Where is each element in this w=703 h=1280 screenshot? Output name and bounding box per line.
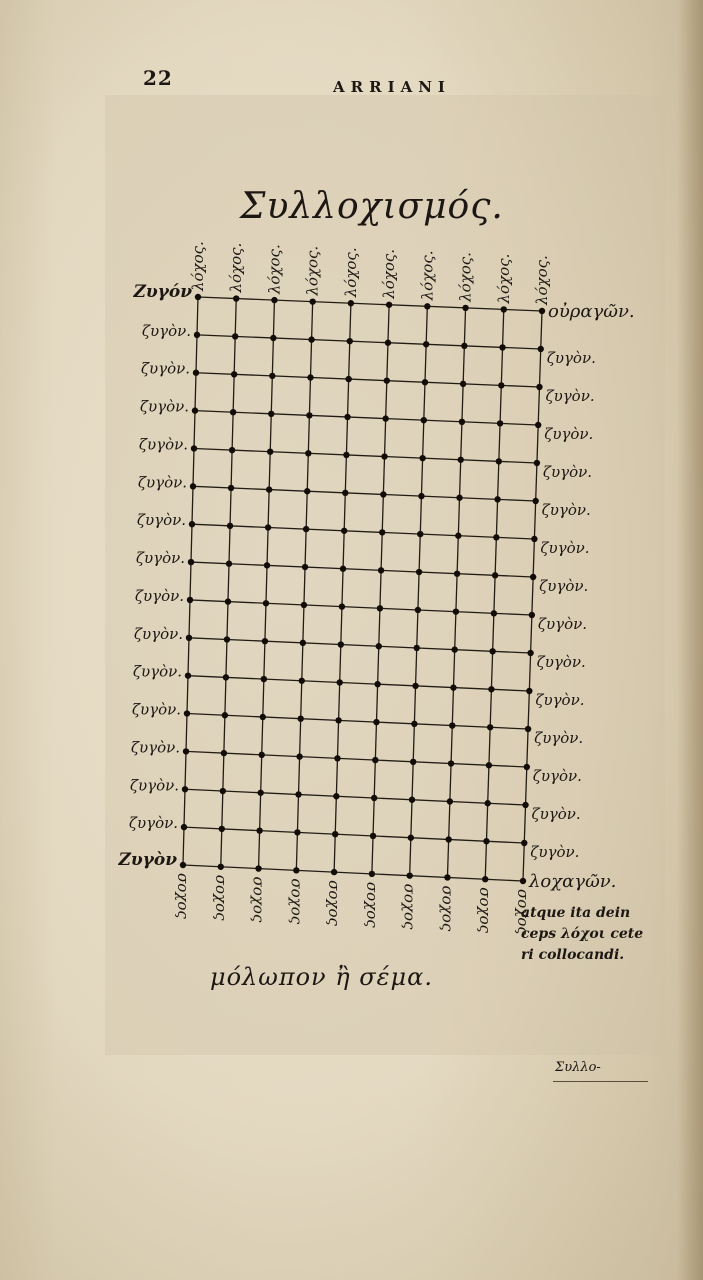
- soldier-dot: [493, 534, 499, 540]
- bottom-column-labels: [174, 873, 532, 935]
- catchword: Συλλο-: [555, 1060, 601, 1075]
- soldier-dot: [374, 681, 380, 687]
- side-note-line-2: ceps λόχοι cete: [521, 926, 644, 942]
- soldier-dot: [180, 862, 186, 868]
- grid-row-line: [197, 335, 541, 349]
- left-row-label: ζυγὸν.: [135, 549, 185, 568]
- soldier-dot: [261, 676, 267, 682]
- soldier-dot: [309, 298, 315, 304]
- soldier-dot: [384, 377, 390, 383]
- soldier-dot: [267, 448, 273, 454]
- soldier-dot: [264, 562, 270, 568]
- left-row-label: ζυγὸν.: [130, 738, 180, 757]
- soldier-dot: [305, 450, 311, 456]
- soldier-dot: [372, 757, 378, 763]
- soldier-dot: [382, 415, 388, 421]
- bottom-column-label: σοχος: [514, 889, 532, 935]
- left-row-label: ζυγὸν.: [128, 814, 178, 833]
- soldier-dot: [409, 797, 415, 803]
- soldier-dot: [408, 835, 414, 841]
- soldier-dot: [192, 407, 198, 413]
- grid-column-line: [523, 311, 542, 881]
- page-number: 22: [143, 66, 173, 90]
- soldier-dot: [378, 567, 384, 573]
- soldier-dot: [423, 341, 429, 347]
- right-row-label: ζυγὸν.: [534, 729, 584, 747]
- soldier-dot: [424, 303, 430, 309]
- soldier-dot: [341, 528, 347, 534]
- soldier-dot: [456, 495, 462, 501]
- soldier-dot: [411, 721, 417, 727]
- bottom-column-label: σοχος: [174, 873, 192, 919]
- top-column-label: λόχος.: [456, 252, 475, 302]
- soldier-dot: [484, 800, 490, 806]
- soldier-dot: [460, 381, 466, 387]
- soldier-dot: [190, 483, 196, 489]
- diagram-title: Συλλοχισμός.: [240, 186, 504, 227]
- left-row-label: ζυγὸν.: [140, 359, 190, 378]
- grid-column-line: [334, 303, 351, 872]
- soldier-dot: [376, 643, 382, 649]
- soldier-dot: [520, 878, 526, 884]
- bottom-column-label: σοχος: [400, 883, 419, 930]
- left-row-label: ζυγὸν.: [133, 624, 183, 643]
- soldier-dot: [522, 802, 528, 808]
- soldier-dot: [303, 526, 309, 532]
- soldier-dot: [406, 872, 412, 878]
- soldier-dot: [184, 710, 190, 716]
- running-head: ARRIANI: [333, 78, 451, 96]
- soldier-dot: [188, 559, 194, 565]
- soldier-dot: [529, 612, 535, 618]
- soldier-dot: [193, 370, 199, 376]
- grid-row-line: [184, 827, 524, 843]
- right-row-label: ζυγὸν.: [530, 843, 580, 861]
- soldier-dot: [226, 561, 232, 567]
- soldier-dot: [491, 610, 497, 616]
- right-row-label: ζυγὸν.: [542, 463, 593, 481]
- right-row-label: ζυγὸν.: [536, 653, 586, 671]
- soldier-dot: [263, 600, 269, 606]
- soldier-dot: [269, 373, 275, 379]
- top-column-label: λόχος.: [227, 242, 246, 293]
- right-row-labels: [528, 301, 635, 892]
- soldier-dot: [379, 529, 385, 535]
- left-row-label: ζυγὸν.: [132, 662, 182, 681]
- right-row-label: ζυγὸν.: [545, 387, 595, 405]
- grid-row-line: [188, 676, 529, 691]
- soldier-dot: [294, 829, 300, 835]
- top-column-label: λόχος.: [533, 255, 551, 305]
- soldier-dot: [449, 722, 455, 728]
- grid-column-line: [296, 302, 312, 871]
- bottom-column-label: σοχος: [438, 885, 457, 932]
- soldier-dot: [232, 333, 238, 339]
- grid-column-line: [183, 297, 198, 865]
- bottom-column-label: σοχος: [362, 881, 381, 928]
- soldier-dot: [381, 453, 387, 459]
- soldier-dot: [445, 836, 451, 842]
- soldier-dot: [444, 874, 450, 880]
- soldier-dot: [306, 412, 312, 418]
- right-row-label: ζυγὸν.: [541, 501, 591, 519]
- soldier-dot: [265, 524, 271, 530]
- bottom-column-label: σοχος: [249, 876, 268, 923]
- soldier-dot: [335, 717, 341, 723]
- bottom-column-label: σοχος: [287, 878, 306, 925]
- soldier-dot: [414, 645, 420, 651]
- soldier-dot: [259, 752, 265, 758]
- soldier-dot: [271, 297, 277, 303]
- left-row-label: ζυγὸν.: [141, 321, 191, 340]
- grid-row-line: [186, 751, 527, 767]
- soldier-dot: [223, 674, 229, 680]
- bottom-column-label: σοχος: [476, 887, 495, 934]
- soldier-dot: [340, 566, 346, 572]
- soldier-dot: [370, 833, 376, 839]
- soldier-dot: [334, 755, 340, 761]
- soldier-dot: [332, 831, 338, 837]
- soldier-dot: [498, 382, 504, 388]
- soldier-dot: [530, 574, 536, 580]
- soldier-dot: [526, 688, 532, 694]
- grid-row-line: [198, 297, 542, 311]
- soldier-dot: [185, 672, 191, 678]
- soldier-dot: [524, 764, 530, 770]
- grid-row-line: [192, 524, 534, 539]
- soldier-dot: [297, 715, 303, 721]
- soldier-dot: [338, 641, 344, 647]
- left-row-label: ζυγὸν.: [129, 776, 179, 795]
- soldier-dot: [455, 533, 461, 539]
- bottom-caption: μόλωπον ἢ σέμα.: [210, 963, 433, 991]
- grid-row-line: [187, 714, 528, 729]
- bottom-column-label: σοχος: [211, 874, 230, 921]
- right-row-label: ζυγὸν.: [532, 767, 582, 785]
- soldier-dot: [295, 791, 301, 797]
- grid-column-line: [372, 305, 389, 874]
- soldier-dot: [535, 422, 541, 428]
- soldier-dot: [534, 460, 540, 466]
- soldier-dot: [186, 635, 192, 641]
- top-column-label: λόχος.: [494, 253, 513, 304]
- right-row-label: ζυγὸν.: [535, 691, 585, 709]
- soldier-dot: [418, 493, 424, 499]
- soldier-dot: [221, 750, 227, 756]
- soldier-dot: [483, 838, 489, 844]
- soldier-dot: [531, 536, 537, 542]
- soldier-dot: [268, 411, 274, 417]
- soldier-dot: [385, 340, 391, 346]
- soldier-dot: [333, 793, 339, 799]
- right-row-label: ζυγὸν.: [539, 577, 589, 595]
- soldier-dot: [453, 608, 459, 614]
- soldier-dot: [410, 759, 416, 765]
- soldier-dot: [415, 607, 421, 613]
- right-row-label: λοχαγῶν.: [529, 871, 617, 892]
- soldier-dot: [257, 790, 263, 796]
- soldier-dot: [371, 795, 377, 801]
- soldier-dot: [496, 458, 502, 464]
- left-row-label: ζυγὸν.: [138, 435, 188, 454]
- soldier-dot: [347, 338, 353, 344]
- grid-row-line: [185, 789, 526, 805]
- soldier-dot: [417, 531, 423, 537]
- soldier-dot: [300, 640, 306, 646]
- right-row-label: ζυγὸν.: [537, 615, 588, 633]
- left-row-label: ζυγὸν.: [139, 397, 189, 416]
- side-note-line-3: ri collocandi.: [521, 947, 625, 963]
- soldier-dot: [532, 498, 538, 504]
- right-row-label: ζυγὸν.: [540, 539, 590, 557]
- soldier-dot: [187, 597, 193, 603]
- soldier-dot: [373, 719, 379, 725]
- soldier-dot: [482, 876, 488, 882]
- grid-row-line: [190, 600, 532, 615]
- soldier-dot: [182, 786, 188, 792]
- soldier-dot: [348, 300, 354, 306]
- soldier-dot: [488, 686, 494, 692]
- soldier-dot: [450, 684, 456, 690]
- top-column-label: λόχος.: [380, 248, 399, 299]
- soldier-dot: [447, 798, 453, 804]
- soldier-dot: [458, 457, 464, 463]
- soldier-dot: [227, 523, 233, 529]
- soldier-dot: [228, 485, 234, 491]
- soldier-dot: [501, 306, 507, 312]
- left-row-label: Ζυγὸν: [118, 850, 177, 870]
- right-row-label: ζυγὸν.: [531, 805, 581, 823]
- soldier-dot: [451, 646, 457, 652]
- soldier-dot: [497, 420, 503, 426]
- soldier-dot: [255, 865, 261, 871]
- soldier-dot: [183, 748, 189, 754]
- grid-column-line: [485, 309, 504, 879]
- right-row-label: ζυγὸν.: [544, 425, 594, 443]
- soldier-dot: [331, 869, 337, 875]
- top-column-labels: [189, 241, 551, 306]
- grid-row-line: [189, 638, 531, 653]
- soldier-dot: [492, 572, 498, 578]
- left-row-label: ζυγὸν.: [137, 473, 187, 492]
- left-row-label: ζυγὸν.: [131, 700, 181, 719]
- top-column-label: λόχος.: [189, 241, 207, 291]
- top-column-label: λόχος.: [341, 247, 360, 298]
- soldier-dot: [521, 840, 527, 846]
- soldier-dot: [486, 762, 492, 768]
- grid-dots: [180, 294, 545, 884]
- soldier-dot: [256, 827, 262, 833]
- soldier-dot: [191, 445, 197, 451]
- grid-row-line: [193, 486, 536, 501]
- soldier-dot: [260, 714, 266, 720]
- soldier-dot: [448, 760, 454, 766]
- soldier-dot: [307, 374, 313, 380]
- soldier-dot: [459, 419, 465, 425]
- soldier-dot: [224, 636, 230, 642]
- grid-row-line: [183, 865, 523, 881]
- soldier-dot: [380, 491, 386, 497]
- grid-row-line: [196, 373, 539, 387]
- soldier-dot: [229, 447, 235, 453]
- soldier-dot: [525, 726, 531, 732]
- soldier-dot: [487, 724, 493, 730]
- soldier-dot: [301, 602, 307, 608]
- soldier-dot: [461, 343, 467, 349]
- soldier-dot: [222, 712, 228, 718]
- soldier-dot: [538, 346, 544, 352]
- soldier-dot: [230, 409, 236, 415]
- grid-lines: [183, 297, 542, 881]
- soldier-dot: [296, 753, 302, 759]
- soldier-dot: [339, 603, 345, 609]
- left-row-label: ζυγὸν.: [136, 511, 186, 530]
- soldier-dot: [266, 486, 272, 492]
- soldier-dot: [231, 371, 237, 377]
- soldier-dot: [494, 496, 500, 502]
- soldier-dot: [194, 332, 200, 338]
- soldier-dot: [220, 788, 226, 794]
- soldier-dot: [462, 305, 468, 311]
- soldier-dot: [344, 414, 350, 420]
- soldier-dot: [293, 867, 299, 873]
- soldier-dot: [219, 826, 225, 832]
- soldier-dot: [342, 490, 348, 496]
- soldier-dot: [304, 488, 310, 494]
- soldier-dot: [343, 452, 349, 458]
- soldier-dot: [536, 384, 542, 390]
- soldier-dot: [195, 294, 201, 300]
- soldier-dot: [299, 678, 305, 684]
- soldier-dot: [386, 302, 392, 308]
- right-row-label: ζυγὸν.: [546, 349, 596, 367]
- soldier-dot: [369, 871, 375, 877]
- soldier-dot: [422, 379, 428, 385]
- grid-column-line: [259, 300, 275, 868]
- soldier-dot: [419, 455, 425, 461]
- top-column-label: λόχος.: [303, 245, 322, 296]
- soldier-dot: [308, 336, 314, 342]
- top-column-label: λόχος.: [265, 244, 284, 295]
- soldier-dot: [454, 570, 460, 576]
- soldier-dot: [539, 308, 545, 314]
- right-row-label: οὐραγῶν.: [548, 301, 635, 322]
- left-row-label: ζυγὸν.: [134, 586, 184, 605]
- soldier-dot: [377, 605, 383, 611]
- grid-column-line: [447, 308, 465, 878]
- soldier-dot: [270, 335, 276, 341]
- grid-column-line: [410, 306, 428, 875]
- soldier-dot: [421, 417, 427, 423]
- soldier-dot: [181, 824, 187, 830]
- catchword-rule: [553, 1081, 648, 1082]
- grid-row-line: [191, 562, 533, 577]
- soldier-dot: [416, 569, 422, 575]
- soldier-dot: [527, 650, 533, 656]
- bottom-column-label: σοχος: [325, 880, 344, 926]
- grid-column-line: [221, 299, 236, 867]
- soldier-dot: [302, 564, 308, 570]
- soldier-dot: [189, 521, 195, 527]
- soldier-dot: [489, 648, 495, 654]
- soldier-dot: [412, 683, 418, 689]
- grid-row-line: [194, 448, 537, 463]
- left-row-labels: [117, 282, 192, 870]
- left-row-label: Ζυγόν: [133, 282, 192, 302]
- side-note-line-1: atque ita dein: [521, 905, 631, 921]
- soldier-dot: [262, 638, 268, 644]
- soldier-dot: [218, 864, 224, 870]
- soldier-dot: [345, 376, 351, 382]
- grid-row-line: [195, 411, 538, 425]
- soldier-dot: [225, 598, 231, 604]
- soldier-dot: [499, 344, 505, 350]
- top-column-label: λόχος.: [418, 250, 437, 301]
- soldier-dot: [233, 295, 239, 301]
- soldier-dot: [337, 679, 343, 685]
